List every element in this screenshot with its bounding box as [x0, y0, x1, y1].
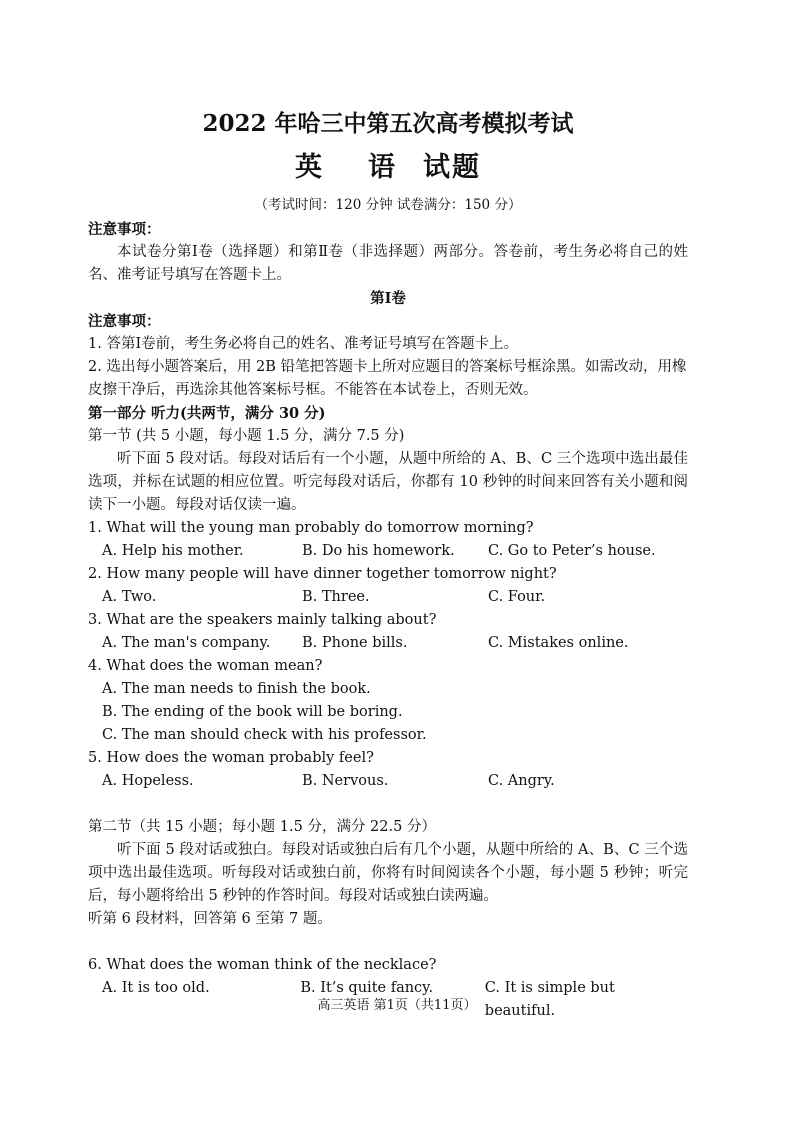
question-stem: 6. What does the woman think of the necklace? — [88, 957, 437, 973]
subject-char-1: 英 — [295, 152, 324, 183]
exam-page — [88, 108, 688, 1023]
section2-instructions: 听下面 5 段对话或独白。每段对话或独白后有几个小题，从题中所给的 A、B、C 三个选项中选出最佳选项。听每段对话或独白前，你将有时间阅读各个小题，每小题 5 秒钟；听完后，每小题将给出 5 秒钟的作答时间。每段对话或独白读两遍。 — [88, 842, 688, 904]
option-b: B. It’s quite fancy. — [300, 980, 434, 996]
exam-title: 2022 年哈三中第五次高考模拟考试 — [202, 110, 574, 137]
question-stem: 2. How many people will have dinner together tomorrow night? — [88, 566, 557, 582]
volume-label: 第Ⅰ卷 — [370, 290, 406, 307]
section2-heading: 第二节（共 15 小题；每小题 1.5 分，满分 22.5 分） — [88, 819, 436, 835]
spacer — [88, 793, 688, 816]
spacer — [88, 931, 688, 954]
question-2 — [88, 563, 688, 609]
subject-title — [88, 148, 688, 188]
option-a: A. Hopeless. — [102, 773, 194, 789]
section1-heading: 第一节 (共 5 小题，每小题 1.5 分，满分 7.5 分) — [88, 428, 405, 444]
question-options — [88, 632, 688, 655]
notice2-item: 1. 答第Ⅰ卷前，考生务必将自己的姓名、准考证号填写在答题卡上。 — [88, 336, 519, 352]
option-a: A. Help his mother. — [102, 543, 244, 559]
option-c: C. Go to Peter’s house. — [488, 543, 656, 559]
option-c: C. It is simple but beautiful. — [484, 980, 615, 1019]
notice2-heading: 注意事项： — [88, 313, 161, 330]
question-stem: 3. What are the speakers mainly talking about? — [88, 612, 437, 628]
subject-char-2: 语 — [368, 152, 397, 183]
question-stem: 4. What does the woman mean? — [88, 658, 323, 674]
question-4 — [88, 655, 688, 747]
notice-text: 本试卷分第Ⅰ卷（选择题）和第Ⅱ卷（非选择题）两部分。答卷前，考生务必将自己的姓名、准考证号填写在答题卡上。 — [88, 244, 688, 283]
option-c: C. Mistakes online. — [488, 635, 629, 651]
part1-heading: 第一部分 听力(共两节，满分 30 分) — [88, 405, 326, 422]
option-c: C. Angry. — [488, 773, 555, 789]
page-footer: 高三英语 第1页（共11页） — [317, 998, 477, 1013]
option-a: A. It is too old. — [102, 980, 210, 996]
option-b: B. Three. — [302, 589, 370, 605]
question-stem: 1. What will the young man probably do tomorrow morning? — [88, 520, 534, 536]
question-3 — [88, 609, 688, 655]
question-options — [88, 586, 688, 609]
option-b: B. Do his homework. — [302, 543, 455, 559]
question-5 — [88, 747, 688, 793]
notice-heading: 注意事项： — [88, 221, 161, 238]
option-b: B. Phone bills. — [302, 635, 408, 651]
notice2-item: 2. 选出每小题答案后，用 2B 铅笔把答题卡上所对应题目的答案标号框涂黑。如需改动，用橡皮擦干净后，再选涂其他答案标号框。不能答在本试卷上，否则无效。 — [88, 359, 687, 398]
question-1 — [88, 517, 688, 563]
section1-instructions: 听下面 5 段对话。每段对话后有一个小题，从题中所给的 A、B、C 三个选项中选出最佳选项，并标在试题的相应位置。听完每段对话后，你都有 10 秒钟的时间来回答有关小题和阅读下一小题。每段对话仅读一遍。 — [88, 451, 688, 513]
option-b: B. Nervous. — [302, 773, 389, 789]
option-a: A. Two. — [102, 589, 157, 605]
question-stem: 5. How does the woman probably feel? — [88, 750, 374, 766]
option-b: B. The ending of the book will be boring. — [102, 704, 403, 720]
exam-info: （考试时间：120 分钟 试卷满分：150 分） — [254, 197, 522, 213]
option-c: C. Four. — [488, 589, 546, 605]
question-options — [88, 540, 688, 563]
option-c: C. The man should check with his professor. — [102, 727, 427, 743]
subject-char-3: 试题 — [423, 152, 481, 183]
material-note: 听第 6 段材料，回答第 6 至第 7 题。 — [88, 911, 332, 927]
question-options — [88, 770, 688, 793]
option-a: A. The man's company. — [102, 635, 271, 651]
option-a: A. The man needs to finish the book. — [102, 681, 371, 697]
